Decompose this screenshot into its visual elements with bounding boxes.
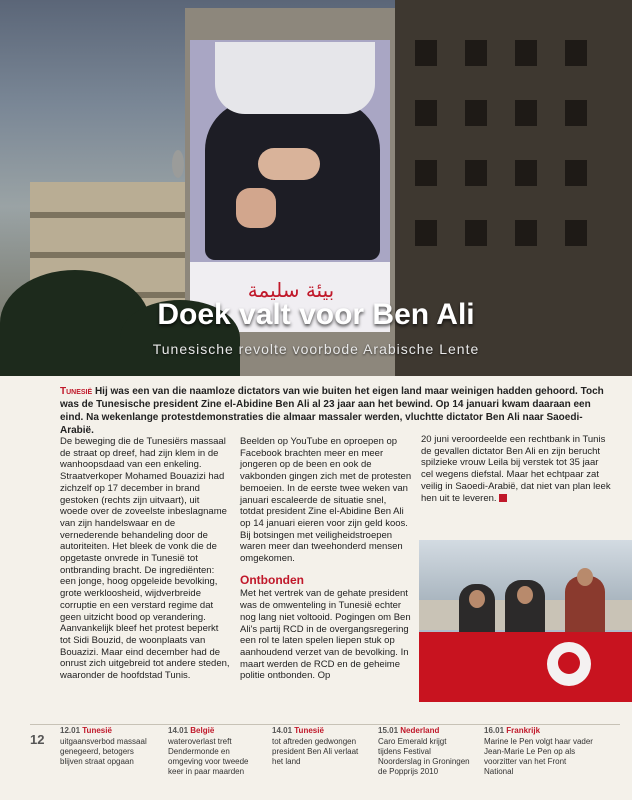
body-column-2 xyxy=(240,436,412,682)
timeline-item xyxy=(60,726,152,767)
lead-kicker: Tunesië xyxy=(60,386,93,397)
timeline-country: België xyxy=(190,726,215,735)
timeline-text: Marine le Pen volgt haar vader Jean-Marie Le Pen op als voorzitter van het Front National xyxy=(484,737,593,776)
timeline-date: 15.01 xyxy=(378,726,399,735)
banner-arabic-text: بيئة سليمة xyxy=(247,278,335,302)
timeline-text: Caro Emerald krijgt tijdens Festival Noorderslag in Groningen de Popprijs 2010 xyxy=(378,737,470,776)
timeline-date: 14.01 xyxy=(168,726,189,735)
lead-paragraph xyxy=(60,385,608,437)
timeline-country: Tunesië xyxy=(294,726,324,735)
hand-shape xyxy=(236,188,276,228)
timeline-text: tot aftreden gedwongen president Ben Ali verlaat het land xyxy=(272,737,359,766)
timeline-item xyxy=(272,726,364,767)
timeline-country: Tunesië xyxy=(82,726,112,735)
timeline-date: 12.01 xyxy=(60,726,81,735)
timeline-text: wateroverlast treft Dendermonde en omgeving voor tweede keer in paar maarden xyxy=(168,737,249,776)
suit-figure xyxy=(205,100,380,260)
body-paragraph: Beelden op YouTube en oproepen op Facebook brachten meer en meer jongeren op de been en ook de vakbonden gingen zich met de protesten bemoeien. In de eerste twee weken van januari escaleerde de situatie snel, totdat president Zine el-Abidine Ben Ali op 14 januari eieren voor zijn geld koos. Bij botsingen met veiligheidstroepen waren meer dan tweehonderd mensen omgekomen. xyxy=(240,436,412,565)
section-subheading: Ontbonden xyxy=(240,572,304,587)
body-paragraph: De beweging die de Tunesiërs massaal de straat op dreef, had zijn klem in de wanhoopsdaad van een enkeling. Straatverkoper Mohamed Bouazizi had zichzelf op 17 december in brand gestoken (rechts zijn uitvaart), uit woede over de zoveelste inbeslagname van zijn handelswaar en de vernederende behandeling door de autoriteiten. Het bleek de vonk die de opgetaste onvrede in Tunesië tot ontbranding bracht. De ingrediënten: een jonge, hoog opgeleide bevolking, grote werkloosheid, wijdverbreide corruptie en een verstard regime dat geen uitzicht bood op verandering. Aanvankelijk bleef het protest beperkt tot Sidi Bouzid, de woonplaats van Bouazizi. Maar eind december had de onrust zich uitgebreid tot andere steden, waaronder de hoofdstad Tunis. xyxy=(60,436,230,682)
hand-shape xyxy=(258,148,320,180)
body-paragraph xyxy=(421,434,611,504)
subheadline: Tunesische revolte voorbode Arabische Lente xyxy=(152,341,480,357)
timeline-item xyxy=(378,726,470,777)
body-paragraph: Met het vertrek van de gehate president was de omwenteling in Tunesië echter nog lang niet voltooid. Pogingen om Ben Ali's partij RCD in de overgangsregering een rol te laten spelen liepen stuk op aanhoudend verzet van de bevolking. In maart werden de RCD en de geheime politie ontbonden. Op xyxy=(240,588,411,682)
tunisian-flag xyxy=(419,632,632,702)
timeline-date: 14.01 xyxy=(272,726,293,735)
body-column-3 xyxy=(421,434,611,504)
body-text: 20 juni veroordeelde een rechtbank in Tunis de gevallen dictator Ben Ali en zijn berucht spilzieke vrouw Leila bij verstek tot 35 jaar cel wegens diefstal. Maar het echtpaar zat veilig in Saoedi-Arabië, dat niet van plan leek hen uit te leveren. xyxy=(421,434,611,504)
timeline-country: Nederland xyxy=(400,726,440,735)
page-number: 12 xyxy=(30,732,45,747)
timeline-item xyxy=(168,726,260,777)
body-column-1 xyxy=(60,436,230,682)
timeline-date: 16.01 xyxy=(484,726,505,735)
timeline-country: Frankrijk xyxy=(506,726,541,735)
timeline-item xyxy=(484,726,594,777)
funeral-photo xyxy=(419,540,632,702)
timeline-text: uitgaansverbod massaal genegeerd, betogers blijven straat opgaan xyxy=(60,737,147,766)
satellite-dish-icon xyxy=(172,150,184,178)
end-mark-icon xyxy=(499,494,507,502)
banner-cloth xyxy=(215,42,375,114)
lead-text: Hij was een van die naamloze dictators van wie buiten het eigen land maar weinigen hadden gehoord. Toch was de Tunesische president Zine el-Abidine Ben Ali al 23 jaar aan het bewind. Op 14 januari kwam daaraan een eind. Na wekenlange protestdemonstraties die almaar massaler werden, vluchtte dictator Ben Ali naar Saoedi-Arabië. xyxy=(60,386,604,436)
headline: Doek valt voor Ben Ali xyxy=(157,298,475,331)
hero-photo xyxy=(0,0,632,376)
footer-divider xyxy=(30,724,620,725)
